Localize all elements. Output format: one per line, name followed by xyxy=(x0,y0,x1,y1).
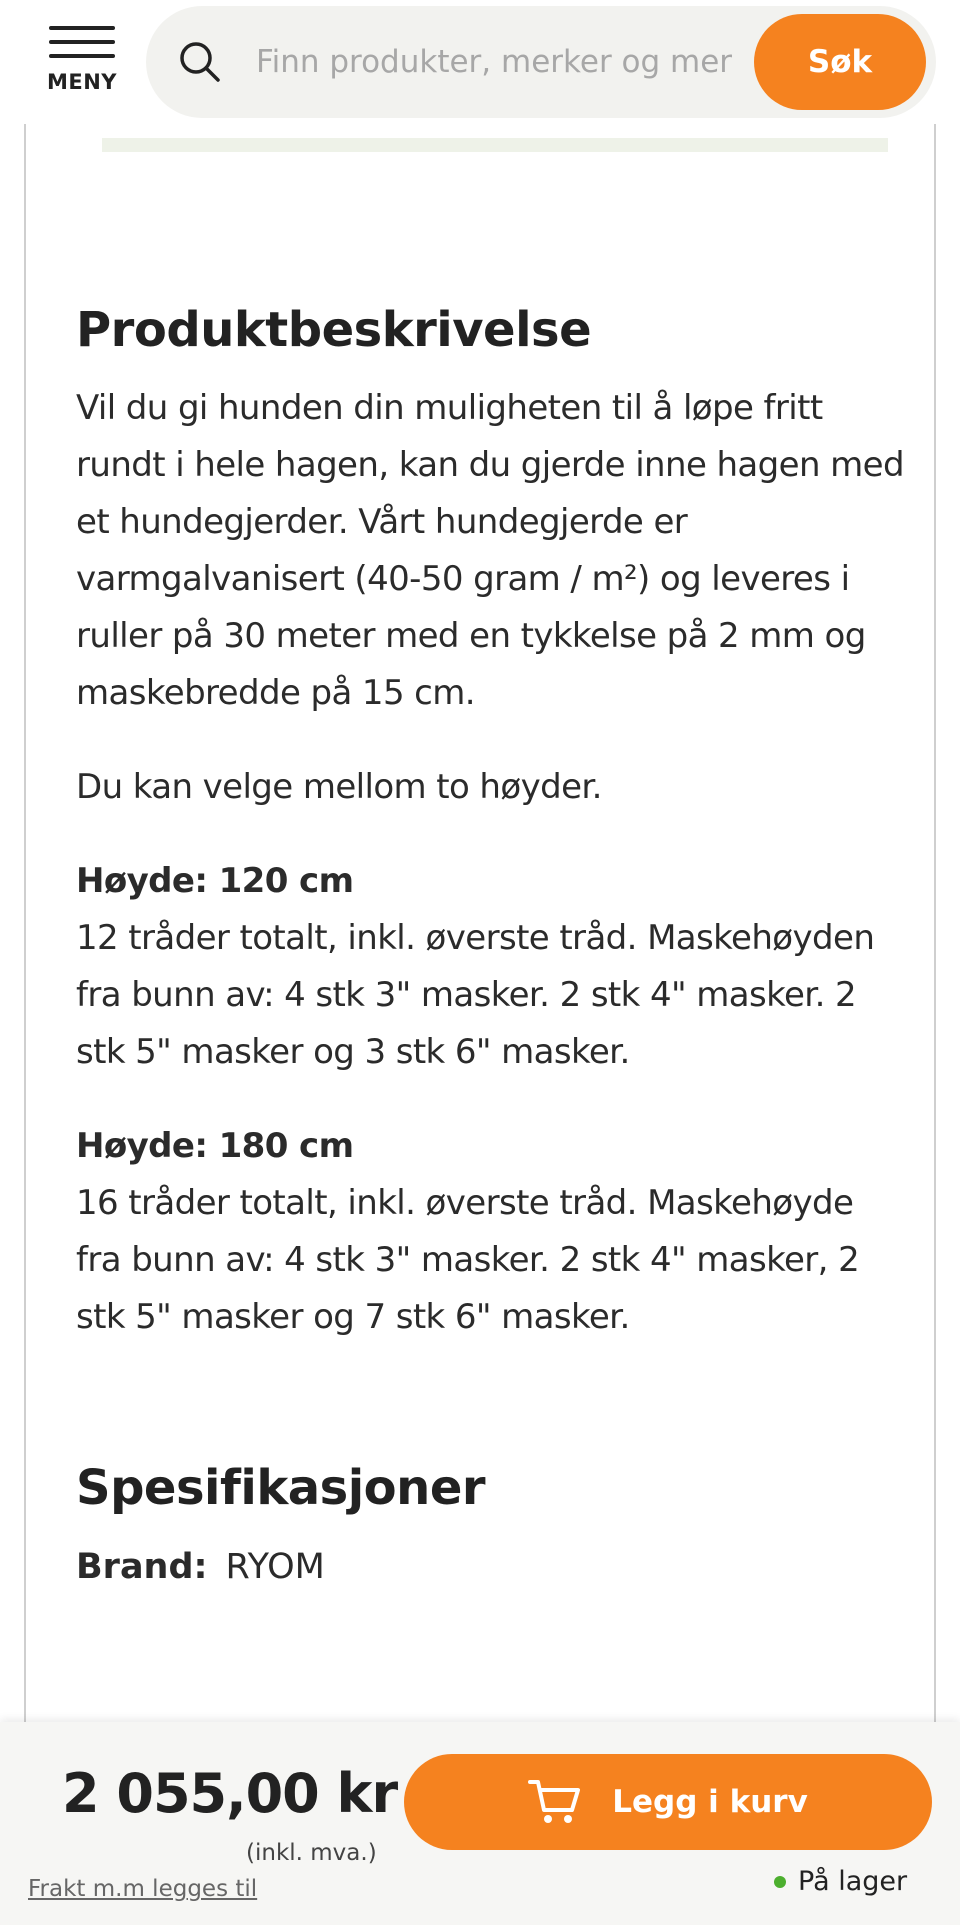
search-input[interactable] xyxy=(256,36,756,88)
description-intro: Vil du gi hunden din muligheten til å løpe fritt rundt i hele hagen, kan du gjerde inne hagen med et hundegjerder. Vårt hundegjerde er varmgalvanisert (40-50 gram / m²) og leveres i ruller på 30 meter med en tykkelse på 2 mm og maskebredde på 15 cm. xyxy=(76,388,904,713)
variant-180 xyxy=(76,1118,906,1346)
menu-icon xyxy=(49,26,115,30)
cart-icon xyxy=(528,1778,582,1826)
variant-text: 16 tråder totalt, inkl. øverste tråd. Maskehøyde fra bunn av: 4 stk 3" masker. 2 stk 4" masker, 2 stk 5" masker og 7 stk 6" masker. xyxy=(76,1183,860,1337)
add-to-cart-button[interactable] xyxy=(404,1754,932,1850)
spec-brand-value: RYOM xyxy=(225,1547,325,1587)
site-header xyxy=(0,0,960,124)
search-bar xyxy=(146,6,936,118)
shipping-link[interactable]: Frakt m.m legges til xyxy=(28,1876,258,1902)
variant-title: Høyde: 180 cm xyxy=(76,1126,354,1166)
spec-brand-label: Brand: xyxy=(76,1547,208,1587)
search-icon xyxy=(176,38,224,86)
product-description xyxy=(76,302,906,1592)
in-stock-dot-icon xyxy=(774,1876,786,1888)
stock-status xyxy=(774,1866,907,1897)
menu-icon-bar xyxy=(49,40,115,44)
price: 2 055,00 kr xyxy=(62,1762,398,1825)
add-to-cart-label: Legg i kurv xyxy=(612,1784,808,1820)
description-heading: Produktbeskrivelse xyxy=(76,302,592,358)
description-choice: Du kan velge mellom to høyder. xyxy=(76,767,602,807)
stock-status-label: På lager xyxy=(798,1866,908,1897)
menu-icon-bar xyxy=(49,54,115,58)
divider-strip xyxy=(102,138,888,152)
purchase-bar xyxy=(0,1722,960,1925)
spec-brand-row xyxy=(76,1542,906,1592)
menu-button[interactable] xyxy=(46,24,118,104)
search-button[interactable]: Søk xyxy=(754,14,926,110)
variant-120 xyxy=(76,853,906,1081)
product-info-card xyxy=(24,124,936,1724)
variant-text: 12 tråder totalt, inkl. øverste tråd. Maskehøyden fra bunn av: 4 stk 3" masker. 2 stk 4" masker. 2 stk 5" masker og 3 stk 6" masker. xyxy=(76,918,875,1072)
vat-note: (inkl. mva.) xyxy=(246,1840,377,1866)
specifications-heading: Spesifikasjoner xyxy=(76,1460,486,1516)
variant-title: Høyde: 120 cm xyxy=(76,861,354,901)
menu-label: MENY xyxy=(46,70,118,94)
